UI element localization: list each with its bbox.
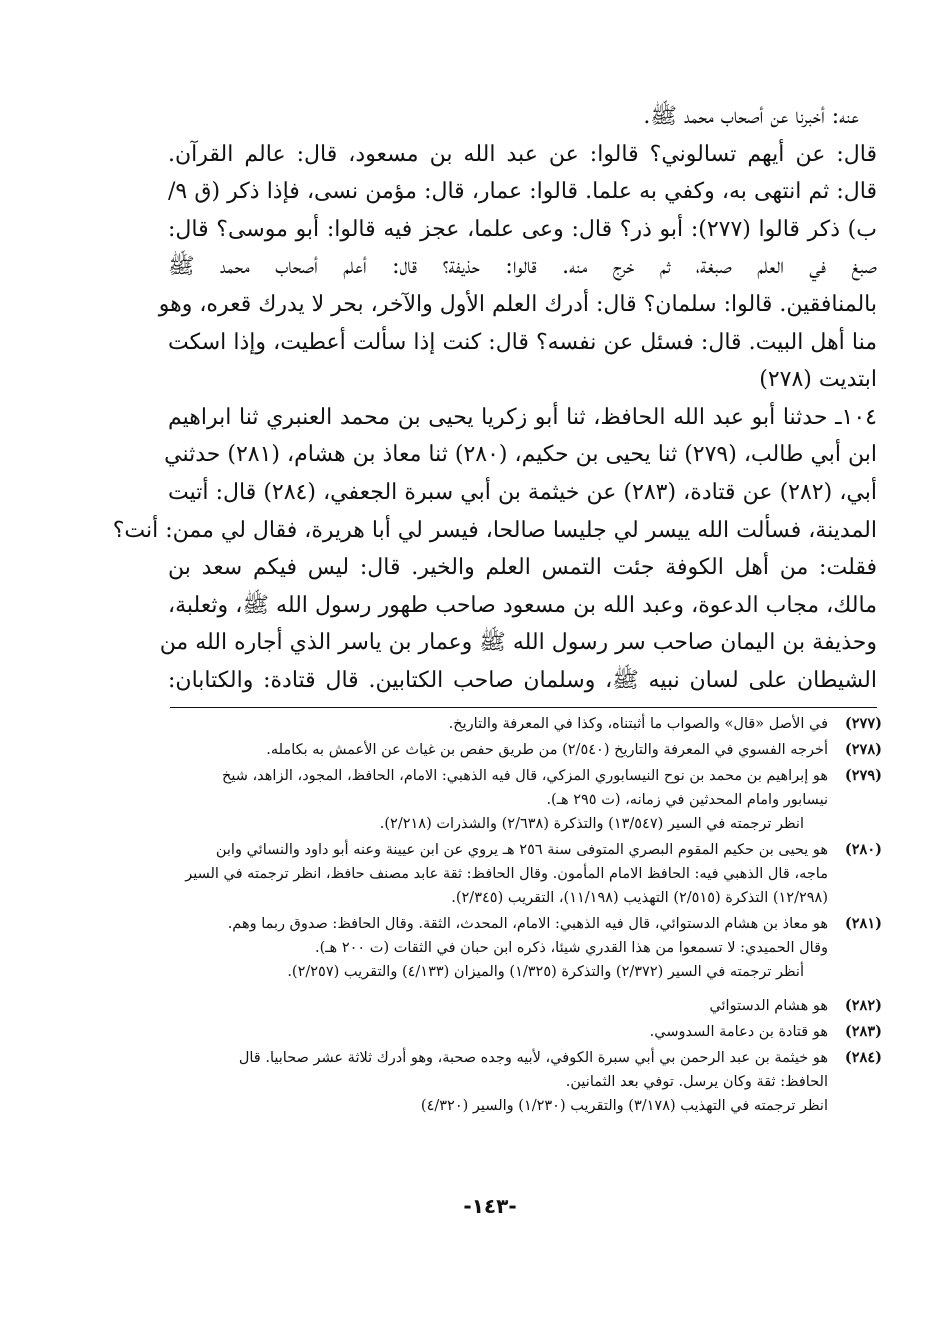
main-line: الشيطان على لسان نبيه ﷺ، وسلمان صاحب الكتابين. قال قتادة: والكتابان: (168, 667, 877, 693)
footnote-body (155, 764, 828, 836)
footnote-number: (٢٨٠) (844, 841, 882, 858)
main-line: ب) ذكر قالوا (٢٧٧): أبو ذر؟ قال: وعى علما، عجز فيه قالوا: أبو موسى؟ قال: (168, 216, 877, 242)
main-line: مالك، مجاب الدعوة، وعبد الله بن مسعود صاحب طهور رسول الله ﷺ، وثعلبة، (168, 592, 877, 618)
footnote-number: (٢٧٨) (844, 741, 882, 758)
main-line: صبغ في العلم صبغة، ثم خرج منه. قالوا: حذيفة؟ قال: أعلم أصحاب محمد ﷺ (168, 254, 877, 280)
footnote-number: (٢٨١) (844, 915, 882, 932)
footnote-reference-line: أنظر ترجمته في السير (٢/٣٧٢) والتذكرة (١/٣٢٥) والميزان (٤/١٣٣) والتقريب (٢/٢٥٧). (287, 964, 804, 980)
footnote-279 (155, 764, 882, 836)
footnote-body (155, 1020, 828, 1044)
footnote-line: ماجه، قال الذهبي فيه: الحافظ الامام المأمون. وقال الحافظ: ثقة عابد مصنف حافظ، انظر ترجمته في السير (185, 866, 828, 882)
footnotes (155, 712, 882, 1120)
main-text (112, 98, 878, 700)
footnote-line: أخرجه الفسوي في المعرفة والتاريخ (٢/٥٤٠) من طريق حفص بن غياث عن الأعمش به بكامله. (266, 742, 828, 758)
footnote-body (155, 838, 828, 910)
footnote-284 (155, 1046, 882, 1118)
footnote-282 (155, 994, 882, 1018)
main-line: بالمنافقين. قالوا: سلمان؟ قال: أدرك العلم الأول والآخر، بحر لا يدرك قعره، وهو (158, 291, 877, 317)
footnote-reference-line: انظر ترجمته في السير (١٣/٥٤٧) والتذكرة (٢/٦٣٨) والشذرات (٢/٢١٨). (379, 816, 804, 832)
footnote-277 (155, 712, 882, 736)
footnote-number: (٢٨٤) (844, 1049, 882, 1066)
footnote-body (155, 738, 828, 762)
main-line: أبي، (٢٨٢) عن قتادة، (٢٨٣) عن خيثمة بن أبي سبرة الجعفي، (٢٨٤) قال: أتيت (168, 479, 878, 505)
footnote-line: وقال الحميدي: لا تسمعوا من هذا القدري شيئا، ذكره ابن حبان في الثقات (ت ٢٠٠ هـ). (315, 940, 828, 956)
footnote-line: هو قتادة بن دعامة السدوسي. (649, 1024, 828, 1040)
main-line: ابتديت (٢٧٨) (759, 367, 877, 393)
main-line: قال: عن أيهم تسالوني؟ قالوا: عن عبد الله بن مسعود، قال: عالم القرآن. (168, 141, 877, 167)
footnote-number: (٢٧٧) (844, 715, 882, 732)
footnote-line: في الأصل «قال» والصواب ما أثبتناه، وكذا في المعرفة والتاريخ. (448, 716, 828, 732)
footnote-separator (170, 707, 877, 708)
footnote-line: هو يحيى بن حكيم المقوم البصري المتوفى سنة ٢٥٦ هـ يروي عن ابن عيينة وعنه أبو داود والنسائي وابن (215, 842, 828, 858)
footnote-line: الحافظ: ثقة وكان يرسل. توفي بعد الثمانين. (565, 1074, 828, 1090)
footnote-280 (155, 838, 882, 910)
footnote-line: هو هشام الدستوائي (709, 998, 828, 1014)
footnote-line: نيسابور وامام المحدثين في زمانه، (ت ٢٩٥ هـ). (546, 792, 828, 808)
main-line: المدينة، فسألت الله ييسر لي جليسا صالحا، فيسر لي أبا هريرة، فقال لي ممن: أنت؟ (112, 517, 877, 543)
footnote-line: هو إبراهيم بن محمد بن نوح النيسابوري المزكي، قال فيه الذهبي: الامام، الحافظ، المجود، الزاهد، شيخ (222, 768, 828, 784)
footnote-281 (155, 912, 882, 984)
main-line: منا أهل البيت. قال: فسئل عن نفسه؟ قال: كنت إذا سألت أعطيت، وإذا اسكت (168, 329, 877, 355)
footnote-line: (١٢/٢٩٨) التذكرة (٢/٥١٥) التهذيب (١١/١٩٨)، التقريب (٢/٣٤٥). (451, 890, 828, 906)
main-line: ابن أبي طالب، (٢٧٩) ثنا يحيى بن حكيم، (٢٨٠) ثنا معاذ بن هشام، (٢٨١) حدثني (164, 442, 877, 468)
footnote-line: هو معاذ بن هشام الدستوائي، قال فيه الذهبي: الامام، المحدث، الثقة. وقال الحافظ: صدوق ربما وهم. (227, 916, 828, 932)
footnote-number: (٢٨٢) (844, 997, 882, 1014)
footnote-body (155, 712, 828, 736)
footnote-number: (٢٨٣) (844, 1023, 882, 1040)
main-line: وحذيفة بن اليمان صاحب سر رسول الله ﷺ وعمار بن ياسر الذي أجاره الله من (159, 630, 877, 656)
footnote-body (155, 912, 828, 984)
footnote-body (155, 994, 828, 1018)
main-line: ١٠٤ـ حدثنا أبو عبد الله الحافظ، ثنا أبو زكريا يحيى بن محمد العنبري ثنا ابراهيم (168, 404, 877, 430)
main-line: فقلت: من أهل الكوفة جئت التمس العلم والخير. قال: ليس فيكم سعد بن (168, 555, 877, 581)
main-line: قال: ثم انتهى به، وكفي به علما. قالوا: عمار، قال: مؤمن نسى، فإذا ذكر (ق ٩/ (168, 179, 877, 205)
footnote-278 (155, 738, 882, 762)
footnote-body (155, 1046, 828, 1118)
footnote-283 (155, 1020, 882, 1044)
footnote-number: (٢٧٩) (844, 767, 882, 784)
page-number: -١٤٣- (463, 1194, 517, 1218)
footnote-line: هو خيثمة بن عبد الرحمن بي أبي سبرة الكوفي، لأبيه وجده صحبة، وهو أدرك ثلاثة عشر صحابيا. قال (238, 1050, 828, 1066)
main-line: عنه: أخبرنا عن أصحاب محمد ﷺ. (643, 104, 859, 129)
footnote-reference-line: انظر ترجمته في التهذيب (٣/١٧٨) والتقريب (١/٢٣٠) والسير (٤/٣٢٠) (420, 1098, 828, 1114)
